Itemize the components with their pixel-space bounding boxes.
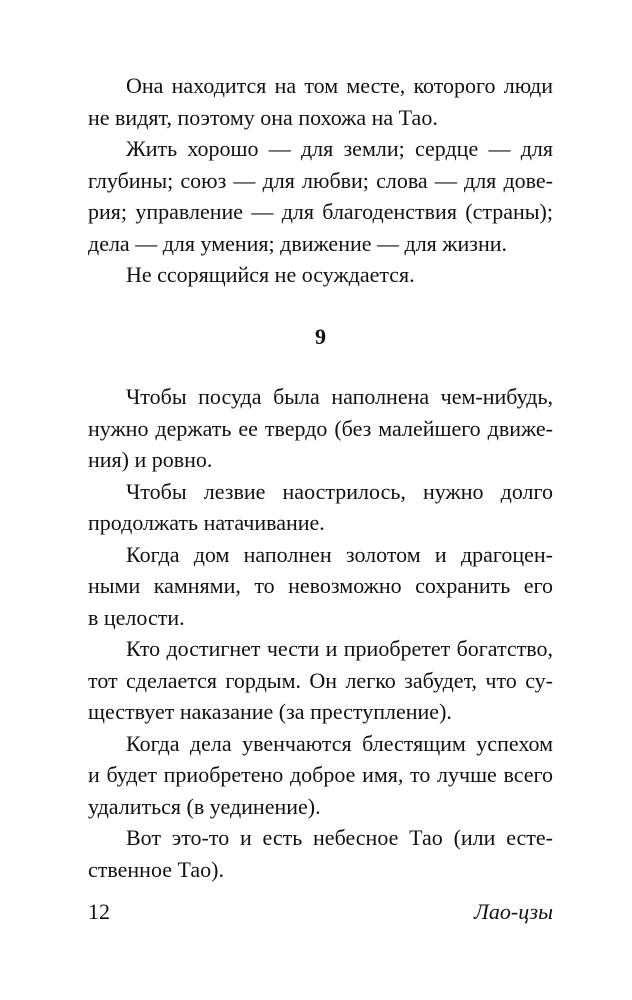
paragraph: [88, 70, 553, 133]
text-line: продолжать натачивание.: [88, 510, 325, 535]
paragraph: [88, 728, 553, 823]
text-line: Чтобы лезвие наострилось, нужно долго: [126, 478, 553, 504]
text-line: удалиться (в уединение).: [88, 793, 321, 819]
paragraph: [88, 259, 553, 291]
text-line: ственное Тао).: [88, 856, 224, 882]
text-line: дела — для умения; движение — для жизни.: [88, 230, 508, 256]
paragraph: [88, 381, 553, 476]
text-line: рия; управление — для благоденствия (страны);: [88, 199, 553, 224]
paragraph: [88, 633, 553, 728]
paragraph: [88, 822, 553, 885]
text-line: тот сделается гордым. Он легко забудет, что су-: [88, 667, 553, 693]
running-title: Лао-цзы: [474, 899, 553, 924]
text-line: Не ссорящийся не осуждается.: [126, 262, 415, 287]
text-line: Жить хорошо — для земли; сердце — для: [126, 136, 553, 161]
text-line: нужно держать ее твердо (без малейшего движе-: [88, 415, 553, 441]
text-line: Вот это-то и есть небесное Тао (или есте-: [126, 825, 553, 850]
text-line: Когда дом наполнен золотом и драгоцен-: [126, 541, 553, 567]
text-line: не видят, поэтому она похожа на Тао.: [88, 104, 438, 130]
text-line: Кто достигнет чести и приобретет богатство,: [126, 636, 553, 661]
text-line: в целости.: [88, 604, 185, 630]
text-line: Когда дела увенчаются блестящим успехом: [126, 730, 553, 756]
page-number: 12: [88, 899, 110, 924]
text-line: Чтобы посуда была наполнена чем-нибудь,: [126, 384, 553, 409]
text-line: глубины; союз — для любви; слова — для дове-: [88, 167, 553, 193]
text-line: ния) и ровно.: [88, 447, 213, 472]
text-line: и будет приобретено доброе имя, то лучше всего: [88, 762, 553, 787]
text-line: Она находится на том месте, которого люди: [126, 73, 553, 98]
text-line: ществует наказание (за преступление).: [88, 699, 452, 724]
paragraph: [88, 133, 553, 259]
page-footer: [88, 896, 553, 928]
paragraph: [88, 476, 553, 539]
paragraph: [88, 539, 553, 634]
text-line: ными камнями, то невозможно сохранить его: [88, 573, 553, 598]
page-body: [88, 70, 553, 885]
chapter-number: 9: [315, 323, 326, 349]
